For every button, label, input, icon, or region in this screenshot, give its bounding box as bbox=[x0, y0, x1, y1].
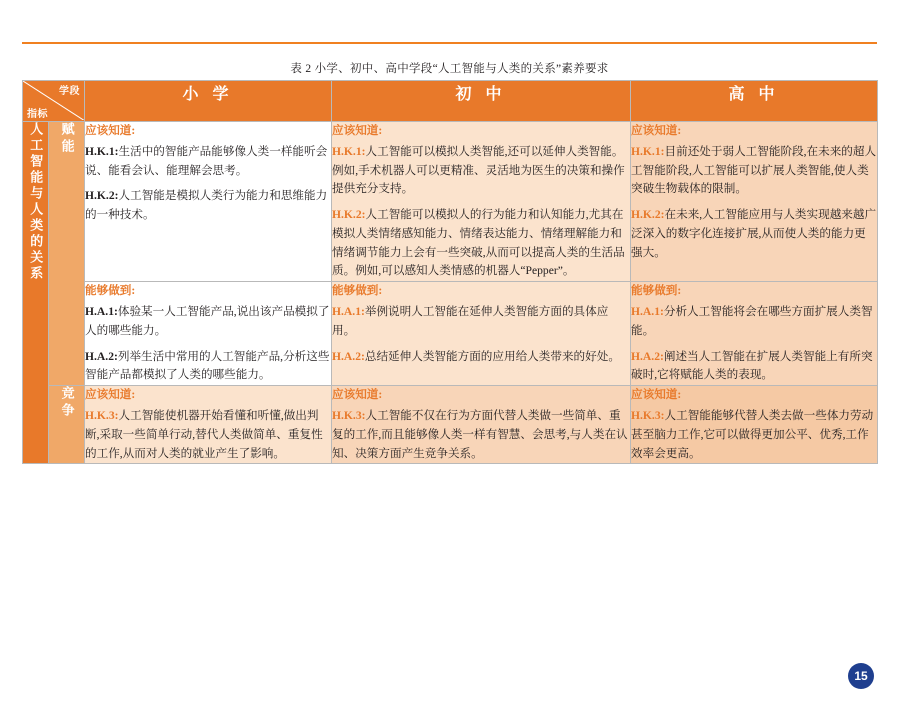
subspine-compete bbox=[49, 386, 85, 464]
header-column-primary: 小 学 bbox=[85, 81, 332, 122]
entry-text: 举例说明人工智能在延伸人类智能方面的具体应用。 bbox=[332, 305, 609, 337]
entry bbox=[332, 348, 630, 367]
entry-code: H.K.2: bbox=[85, 189, 119, 203]
entry bbox=[85, 143, 331, 181]
entry-code: H.K.1: bbox=[332, 144, 366, 158]
spine-label-cell bbox=[23, 122, 49, 464]
header-index-label: 指标 bbox=[27, 109, 48, 120]
page-number-badge: 15 bbox=[848, 663, 874, 689]
header-corner-cell bbox=[23, 81, 85, 122]
entry bbox=[631, 303, 877, 341]
cell-compete-know-primary bbox=[85, 386, 332, 464]
entry bbox=[631, 407, 877, 463]
row-empower-can-do bbox=[23, 282, 878, 386]
cell-empower-know-high bbox=[631, 122, 878, 282]
entry-text: 人工智能不仅在行为方面代替人类做一些简单、重复的工作,而且能够像人类一样有智慧、会思考,与人类在认知、决策方面产生竞争关系。 bbox=[332, 408, 628, 460]
table-header-row bbox=[23, 81, 878, 122]
spine-label: 人工智能与人类的关系 bbox=[28, 122, 44, 282]
entry bbox=[332, 206, 630, 281]
entry bbox=[631, 348, 877, 386]
label-should-know: 应该知道: bbox=[631, 124, 682, 137]
table-caption: 表 2 小学、初中、高中学段“人工智能与人类的关系”素养要求 bbox=[290, 63, 609, 75]
entry-text: 人工智能可以模拟人的行为能力和认知能力,尤其在模拟人类情绪感知能力、情绪表达能力、情绪理解能力和情绪调节能力上会有一些突破,从而可以提高人类的生活品质。例如,可以感知人类情感的机器人“Pepper”。 bbox=[332, 208, 625, 278]
label-can-do: 能够做到: bbox=[631, 284, 682, 298]
entry-text: 列举生活中常用的人工智能产品,分析这些智能产品都模拟了人类的哪些能力。 bbox=[85, 349, 330, 382]
entry bbox=[85, 348, 331, 386]
entry-text: 人工智能能够代替人类去做一些体力劳动甚至脑力工作,它可以做得更加公平、优秀,工作效率会更高。 bbox=[631, 408, 874, 460]
entry-code: H.K.3: bbox=[332, 408, 366, 422]
header-stage-label: 学段 bbox=[59, 86, 80, 97]
entry bbox=[631, 143, 877, 199]
entry-code: H.K.1: bbox=[631, 144, 665, 158]
entry bbox=[85, 407, 331, 463]
entry-text: 阐述当人工智能在扩展人类智能上有所突破时,它将赋能人类的表现。 bbox=[631, 349, 873, 382]
entry-code: H.K.2: bbox=[631, 208, 665, 222]
entry-text: 分析人工智能将会在哪些方面扩展人类智能。 bbox=[631, 305, 873, 337]
row-empower-should-know bbox=[23, 122, 878, 282]
entry bbox=[332, 407, 630, 463]
entry-code: H.A.2: bbox=[631, 349, 664, 363]
entry bbox=[85, 303, 331, 341]
top-divider-rule bbox=[22, 42, 877, 44]
header-column-high: 高 中 bbox=[631, 81, 878, 122]
entry-code: H.A.2: bbox=[85, 349, 118, 363]
row-compete-should-know bbox=[23, 386, 878, 464]
cell-compete-know-middle bbox=[332, 386, 631, 464]
entry-text: 总结延伸人类智能方面的应用给人类带来的好处。 bbox=[364, 349, 620, 363]
subspine-empower bbox=[49, 122, 85, 386]
entry-code: H.A.1: bbox=[85, 305, 118, 319]
entry-text: 生活中的智能产品能够像人类一样能听会说、能看会认、能理解会思考。 bbox=[85, 144, 328, 177]
entry bbox=[85, 187, 331, 225]
entry bbox=[631, 206, 877, 262]
entry-text: 目前还处于弱人工智能阶段,在未来的超人工智能阶段,人工智能可以扩展人类智能,使人类突破生物载体的限制。 bbox=[631, 144, 877, 196]
entry-text: 人工智能是模拟人类行为能力和思维能力的一种技术。 bbox=[85, 189, 328, 222]
entry bbox=[332, 143, 630, 199]
subspine-compete-label: 竞争 bbox=[59, 386, 75, 421]
entry-code: H.A.1: bbox=[332, 305, 365, 319]
entry-code: H.K.1: bbox=[85, 144, 119, 158]
cell-compete-know-high bbox=[631, 386, 878, 464]
label-should-know: 应该知道: bbox=[332, 388, 383, 402]
entry-text: 人工智能可以模拟人类智能,还可以延伸人类智能。例如,手术机器人可以更精准、灵活地为医生的决策和操作提供充分支持。 bbox=[332, 144, 625, 196]
cell-empower-know-primary bbox=[85, 122, 332, 282]
entry bbox=[332, 303, 630, 341]
entry-text: 人工智能使机器开始看懂和听懂,做出判断,采取一些简单行动,替代人类做简单、重复性的工作,从而对人类的就业产生了影响。 bbox=[85, 408, 323, 460]
cell-empower-do-primary bbox=[85, 282, 332, 386]
entry-code: H.A.1: bbox=[631, 305, 664, 319]
entry-text: 在未来,人工智能应用与人类实现越来越广泛深入的数字化连接扩展,从而使人类的能力更强大。 bbox=[631, 208, 877, 259]
label-should-know: 应该知道: bbox=[332, 124, 383, 137]
label-can-do: 能够做到: bbox=[332, 284, 383, 298]
entry-text: 体验某一人工智能产品,说出该产品模拟了人的哪些能力。 bbox=[85, 305, 330, 337]
entry-code: H.K.3: bbox=[631, 408, 665, 422]
label-should-know: 应该知道: bbox=[85, 388, 136, 402]
cell-empower-do-high bbox=[631, 282, 878, 386]
cell-empower-know-middle bbox=[332, 122, 631, 282]
label-can-do: 能够做到: bbox=[85, 284, 136, 298]
entry-code: H.A.2: bbox=[332, 349, 365, 363]
entry-code: H.K.3: bbox=[85, 408, 119, 422]
competency-matrix-table bbox=[22, 80, 878, 464]
subspine-empower-label: 赋能 bbox=[59, 122, 75, 156]
label-should-know: 应该知道: bbox=[631, 388, 682, 402]
cell-empower-do-middle bbox=[332, 282, 631, 386]
label-should-know: 应该知道: bbox=[85, 124, 136, 137]
entry-code: H.K.2: bbox=[332, 208, 366, 222]
header-column-middle: 初 中 bbox=[332, 81, 631, 122]
